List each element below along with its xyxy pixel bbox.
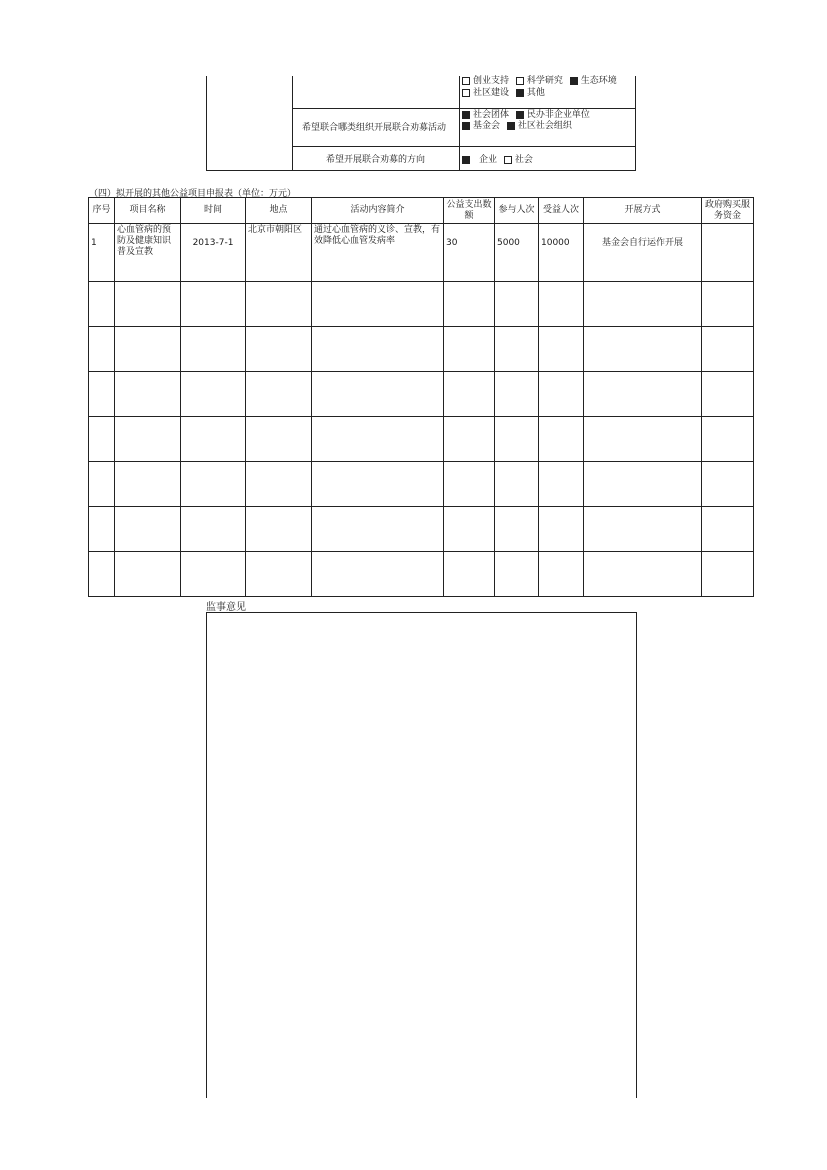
cell-time: 2013-7-1: [181, 224, 246, 282]
top-table-row-line-2: [292, 146, 636, 147]
table-header-row: [89, 198, 754, 224]
row2-options-line1: 社会团体 民办非企业单位: [462, 110, 594, 121]
header-name: 项目名称: [115, 198, 181, 224]
checked-box-icon: [516, 89, 524, 97]
header-beneficiaries: 受益人次: [539, 198, 584, 224]
checkbox-icon: [462, 77, 470, 85]
row2-options-line2: 基金会 社区社会组织: [462, 121, 576, 132]
checked-box-icon: [462, 156, 470, 164]
row1-options-line2: 社区建设 其他: [462, 88, 549, 99]
cell-amount: 30: [444, 224, 495, 282]
top-table-option-divider: [459, 76, 460, 171]
header-place: 地点: [246, 198, 312, 224]
top-table-label-divider: [292, 76, 293, 171]
row2-label: 希望联合哪类组织开展联合劝募活动: [302, 123, 447, 133]
cell-name: 心血管病的预防及健康知识普及宣教: [115, 224, 181, 282]
row3-options: 企业 社会: [462, 155, 537, 166]
cell-no: 1: [89, 224, 115, 282]
table-row: [89, 462, 754, 507]
table-row: [89, 552, 754, 597]
cell-beneficiaries: 10000: [539, 224, 584, 282]
checked-box-icon: [516, 111, 524, 119]
supervisor-title: 监事意见: [206, 602, 246, 613]
row1-options-line1: 创业支持 科学研究 生态环境: [462, 76, 621, 87]
header-no: 序号: [89, 198, 115, 224]
supervisor-opinion-box: [206, 612, 637, 1098]
checked-box-icon: [462, 122, 470, 130]
header-content: 活动内容简介: [312, 198, 444, 224]
cell-gov-funding: [702, 224, 754, 282]
section-title: （四）拟开展的其他公益项目申报表（单位：万元）: [89, 189, 297, 199]
header-amount: 公益支出数额: [444, 198, 495, 224]
cell-content: 通过心血管病的义诊、宣教，有效降低心血管发病率: [312, 224, 444, 282]
checked-box-icon: [507, 122, 515, 130]
cell-participants: 5000: [495, 224, 539, 282]
header-gov-funding: 政府购买服务资金: [702, 198, 754, 224]
checkbox-icon: [516, 77, 524, 85]
checkbox-icon: [504, 156, 512, 164]
top-table-right-border: [635, 76, 636, 171]
table-row: [89, 417, 754, 462]
checked-box-icon: [570, 77, 578, 85]
table-row: [89, 372, 754, 417]
table-row: [89, 327, 754, 372]
project-table: [88, 197, 754, 597]
table-row: [89, 282, 754, 327]
top-table-left-border: [206, 76, 207, 171]
cell-method: 基金会自行运作开展: [584, 224, 702, 282]
header-participants: 参与人次: [495, 198, 539, 224]
top-table-bottom-line: [206, 170, 636, 171]
header-method: 开展方式: [584, 198, 702, 224]
checkbox-icon: [462, 89, 470, 97]
header-time: 时间: [181, 198, 246, 224]
table-row: [89, 507, 754, 552]
cell-place: 北京市朝阳区: [246, 224, 312, 282]
row3-label: 希望开展联合劝募的方向: [326, 155, 426, 165]
table-row: [89, 224, 754, 282]
checked-box-icon: [462, 111, 470, 119]
